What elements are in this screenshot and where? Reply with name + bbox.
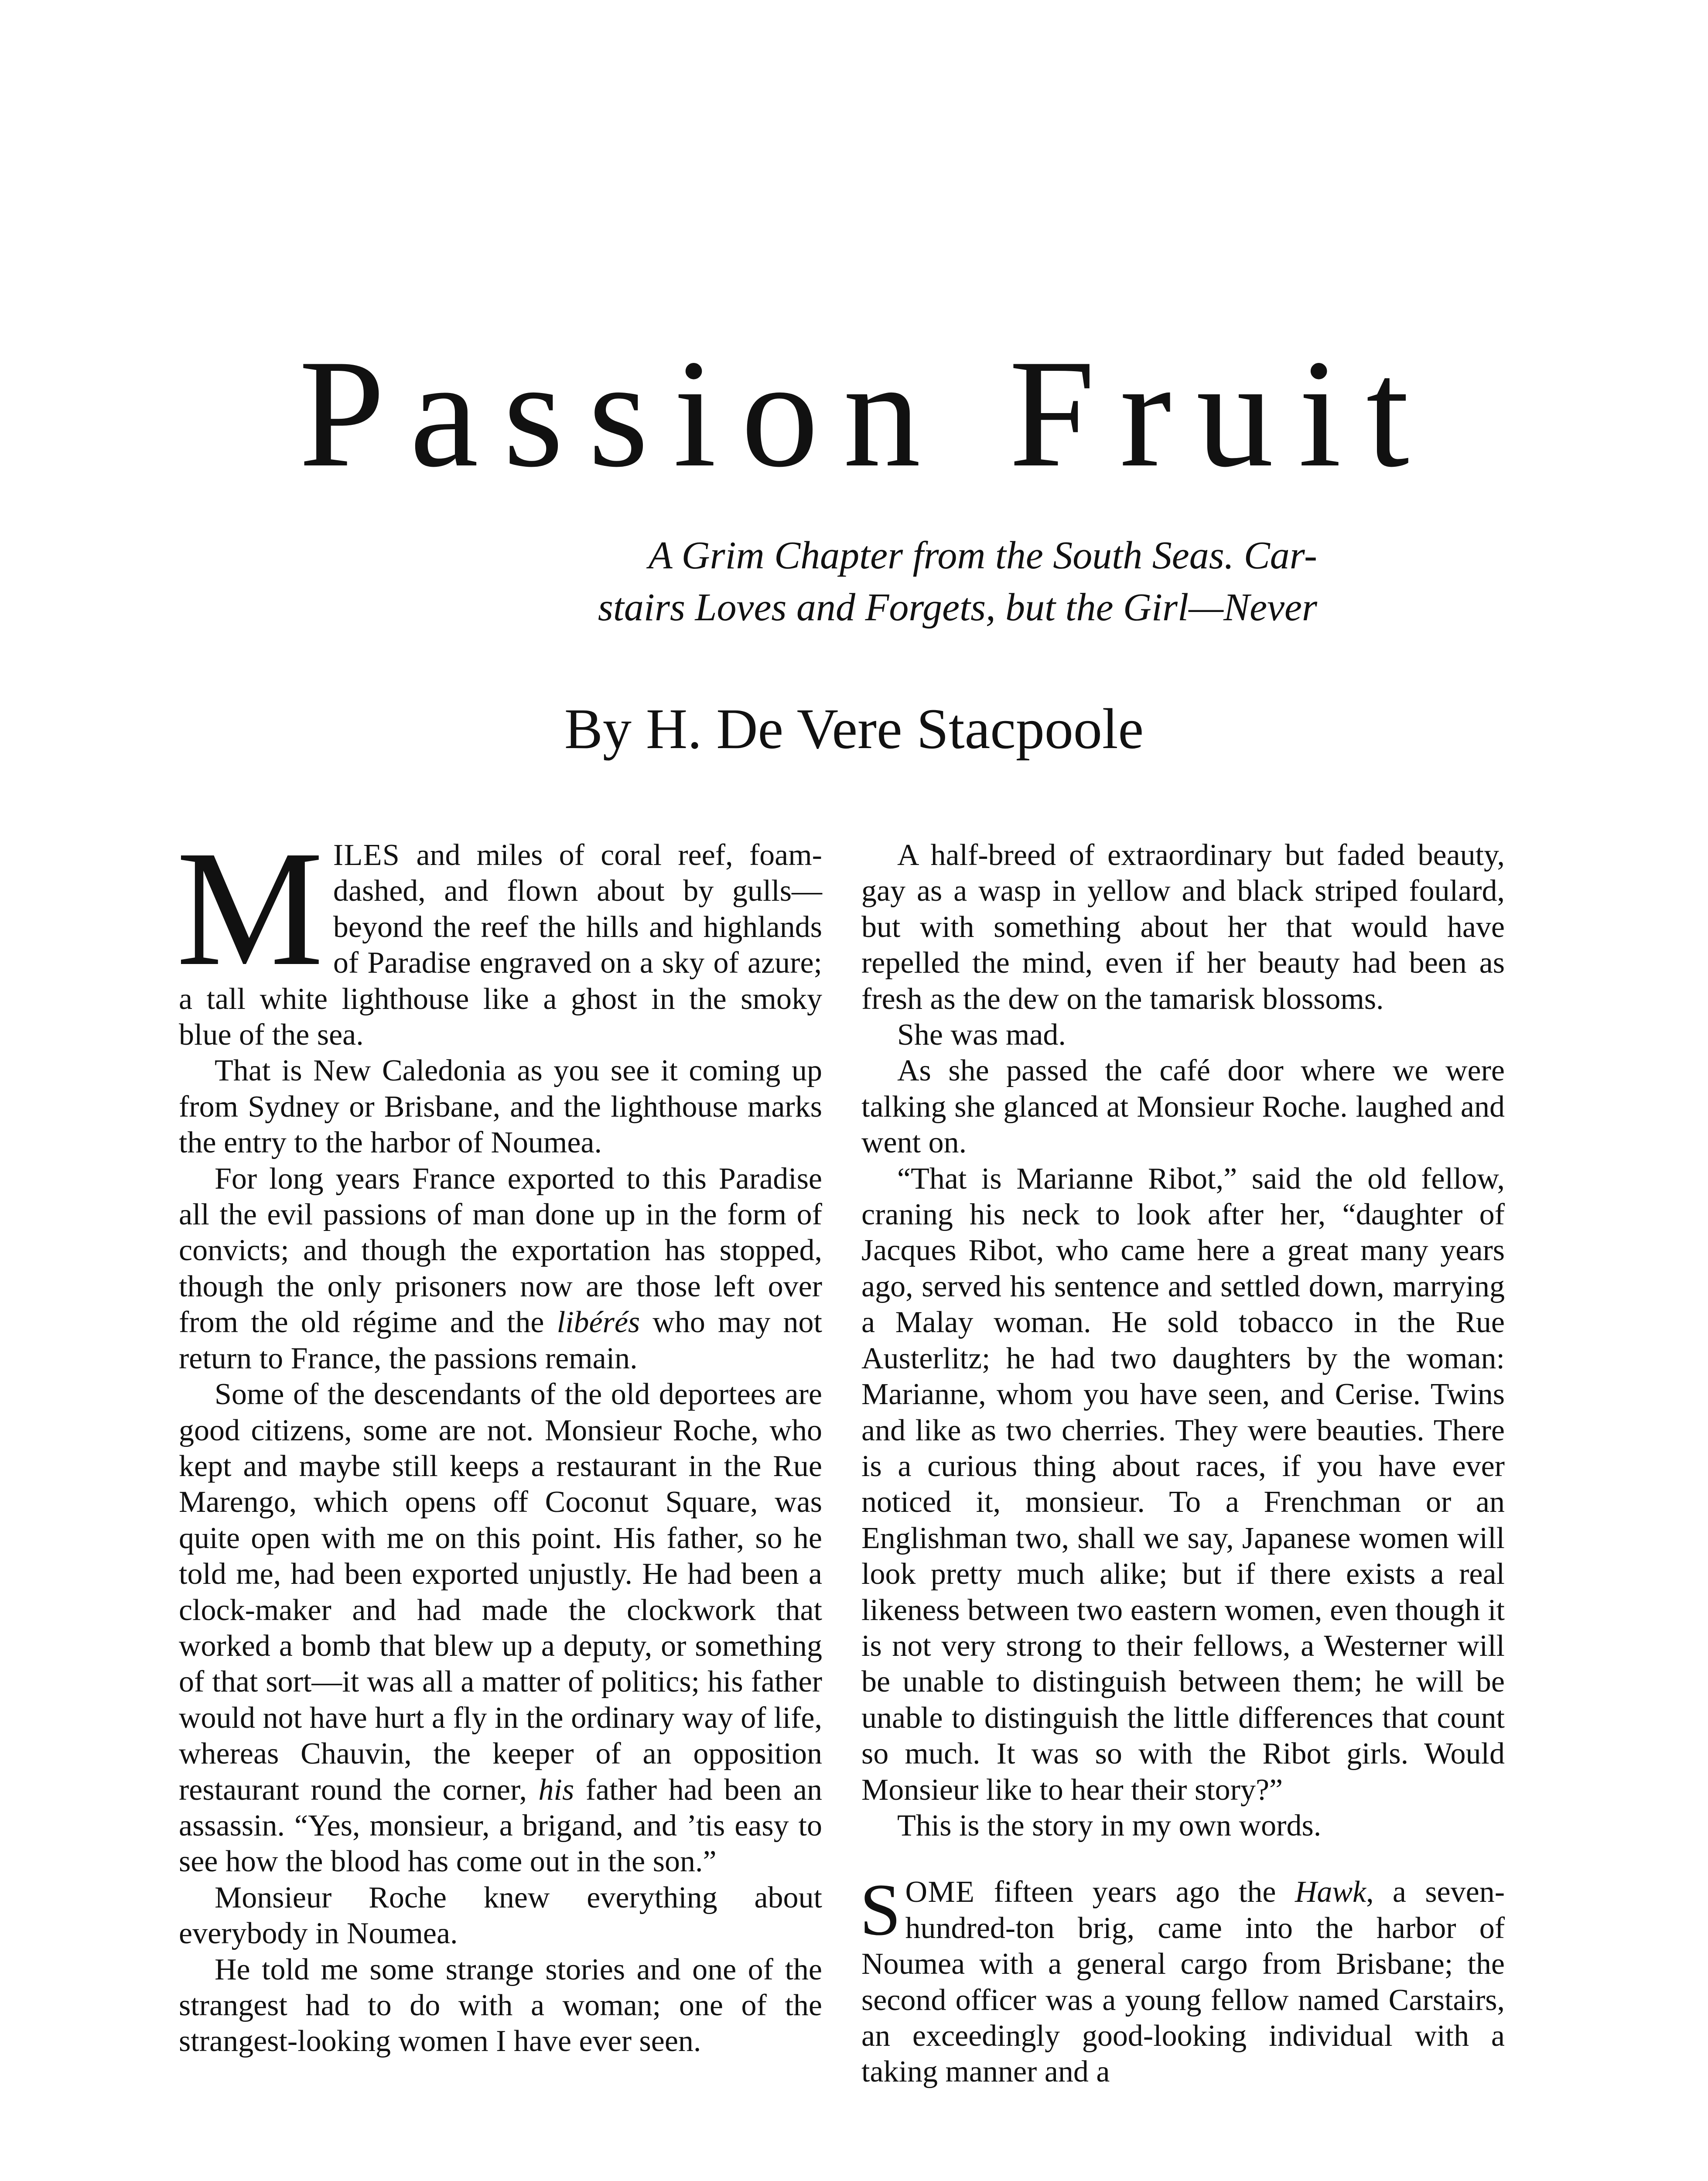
author-byline: By H. De Vere Stacpoole [564,697,1144,761]
left-paragraph-3 [179,1161,822,1377]
left-paragraph-3-italic: libérés [557,1306,640,1340]
left-paragraph-6: He told me some strange stories and one of the strangest had to do with a woman; one of the strangest-looking women I have ever seen. [179,1952,822,2058]
left-paragraph-4 [179,1377,822,1880]
left-paragraph-1 [176,817,822,1053]
left-paragraph-5: Monsieur Roche knew everything about everybody in Noumea. [179,1880,822,1951]
right-paragraph-2: She was mad. [897,1018,1066,1052]
article-subtitle [410,530,1317,634]
left-paragraph-3-text-b: who may not return to France, the passions remain. [179,1306,822,1375]
ship-name-italic: Hawk [1295,1875,1366,1909]
section-lead-in-word: OME [905,1875,975,1909]
right-paragraph-5: This is the story in my own words. [897,1808,1322,1843]
right-paragraph-1: A half-breed of extraordinary but faded beauty, gay as a wasp in yellow and black striped foulard, but with something about her that would have repelled the mind, even if her beauty had been as fresh as the dew on the tamarisk blossoms. [861,838,1505,1016]
right-paragraph-4: “That is Marianne Ribot,” said the old fellow, craning his neck to look after her, “daughter of Jacques Ribot, who came here a great many years ago, served his sentence and settled down, marrying a Malay woman. He sold tobacco in the Rue Austerlitz; he had two daughters by the woman: Marianne, whom you have seen, and Cerise. Twins and like as two cherries. They were beauties. There is a curious thing about races, if you have ever noticed it, monsieur. To a Frenchman or an Englishman two, shall we say, Japanese women will look pretty much alike; but if there exists a real likeness between two eastern women, even though it is not very strong to their fellows, a Westerner will be unable to distinguish between them; he will be unable to distinguish the little differences that count so much. It was so with the Ribot girls. Would Monsieur like to hear their story?” [861,1162,1505,1807]
right-paragraph-6 [860,1869,1505,2090]
left-paragraph-4-text-b: father had been an assassin. “Yes, monsieur, a brigand, and ’tis easy to see how the blood has come out in the son.” [179,1773,822,1879]
subtitle-line-1: A Grim Chapter from the South Seas. Car- [648,534,1317,577]
left-paragraph-4-text-a: Some of the descendants of the old deportees are good citizens, some are not. Monsieur Roche, who kept and maybe still keeps a restaurant in the Rue Marengo, which opens off Coconut Square, was quite open with me on this point. His father, so he told me, had been exported unjustly. He had been a clock-maker and had made the clockwork that worked a bomb that blew up a deputy, or something of that sort—it was all a matter of politics; his father would not have hurt a fly in the ordinary way of life, whereas Chauvin, the keeper of an opposition restaurant round the corner, [179,1378,822,1807]
left-paragraph-1-text: and miles of coral reef, foam-dashed, and flown about by gulls—beyond the reef the hills and highlands of Paradise engraved on a sky of azure; a tall white lighthouse like a ghost in the smoky blue of the sea. [179,838,822,1052]
drop-cap-s: S [860,1869,901,1951]
subtitle-line-2: stairs Loves and Forgets, but the Girl—Never [598,585,1317,629]
drop-cap-m: M [176,817,324,1000]
article-title: Passion Fruit [299,328,1434,499]
left-paragraph-2: That is New Caledonia as you see it coming up from Sydney or Brisbane, and the lighthouse marks the entry to the harbor of Noumea. [179,1054,822,1160]
right-paragraph-6-text-a: fifteen years ago the [975,1875,1295,1909]
right-paragraph-3: As she passed the café door where we were talking she glanced at Monsieur Roche. laughed and went on. [861,1054,1505,1160]
section-break [861,1844,1505,1874]
left-column [176,817,822,2060]
left-paragraph-4-italic: his [538,1773,574,1807]
left-paragraph-3-text-a: For long years France exported to this Paradise all the evil passions of man done up in the form of convicts; and though the exportation has stopped, though the only prisoners now are those left over from the old régime and the [179,1162,822,1340]
right-paragraph-6-text-b: , a seven-hundred-ton brig, came into the harbor of Noumea with a general cargo from Brisbane; the second officer was a young fellow named Carstairs, an exceedingly good-looking individual with a taking manner and a [861,1875,1505,2089]
right-column [861,838,1505,2090]
lead-in-word: ILES [333,838,400,872]
